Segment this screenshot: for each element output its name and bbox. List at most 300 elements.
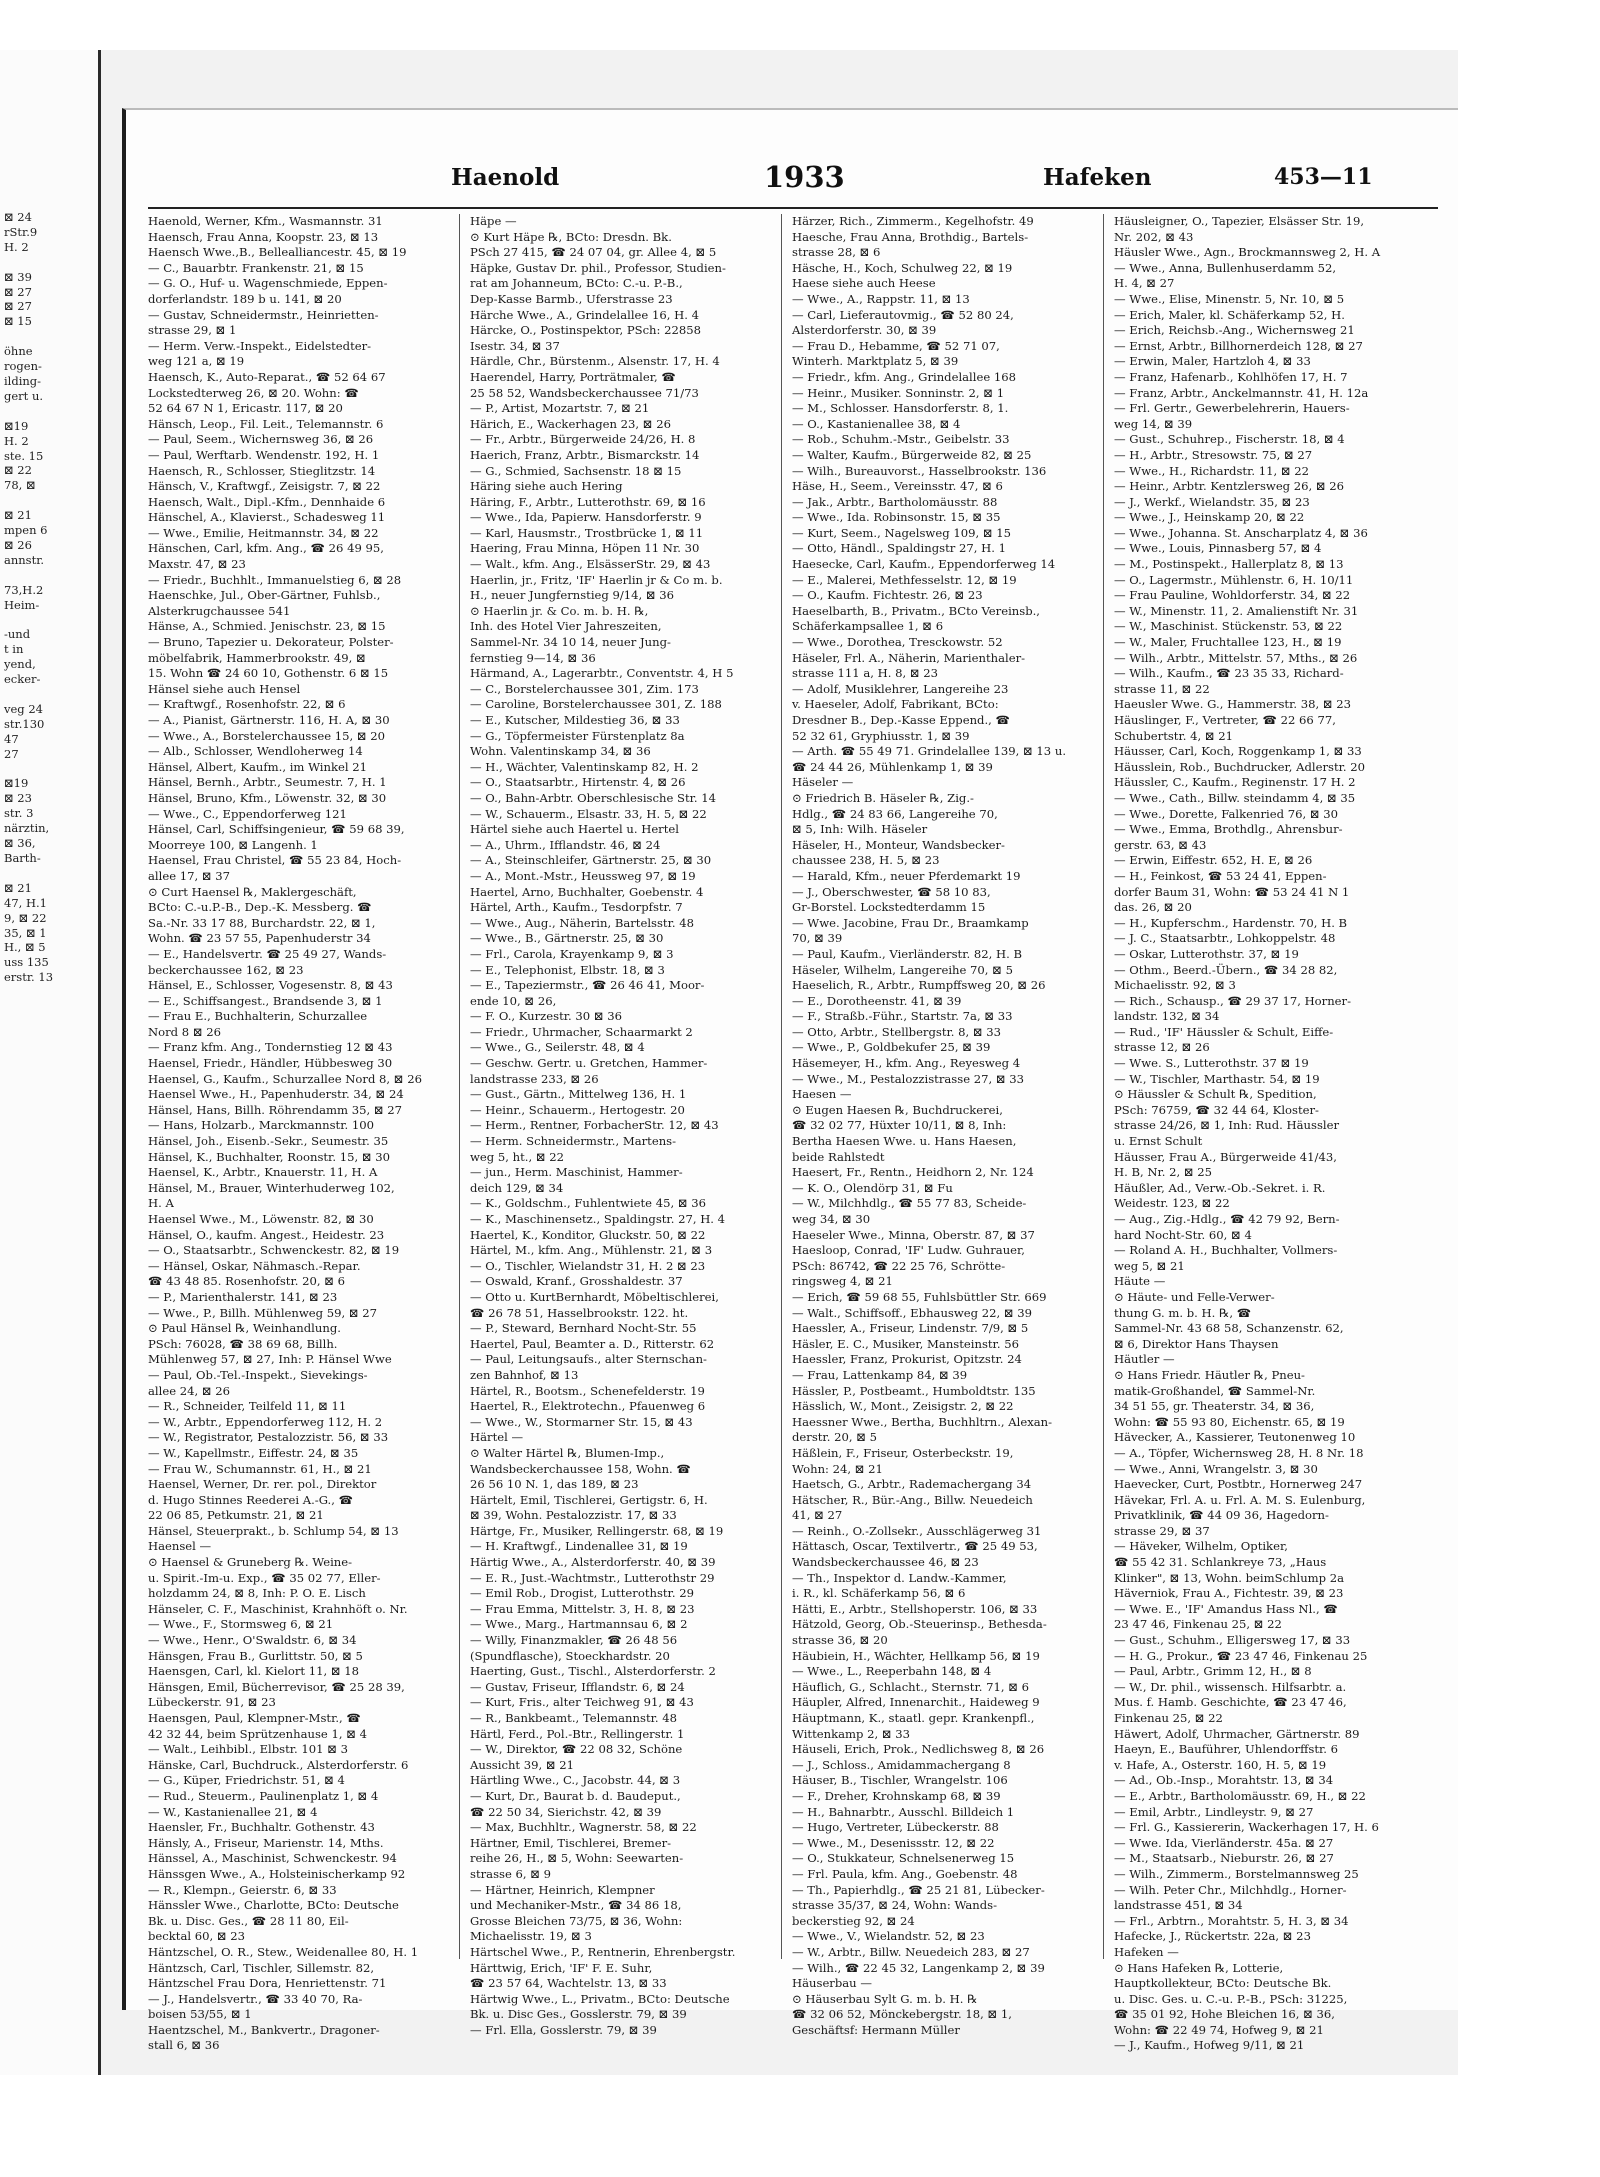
directory-entry-line: — Friedr., kfm. Ang., Grindelallee 168 [792,369,1017,384]
directory-entry-line: Haensel, Friedr., Händler, Hübbesweg 30 [148,1056,393,1071]
directory-entry-line: ⊙ Häuserbau Sylt G. m. b. H. ℞ [792,1991,978,2006]
directory-entry-line: — H. Kraftwgf., Lindenallee 31, ⊠ 19 [470,1539,688,1554]
directory-entry-line: becktal 60, ⊠ 23 [148,1929,246,1944]
directory-entry-line: Hävecker, A., Kassierer, Teutonenweg 10 [1114,1430,1356,1445]
directory-entry-line: u. Disc. Ges. u. C.-u. P.-B., PSch: 31225, [1114,1991,1348,2006]
directory-entry-line: Häuserbau — [792,1976,872,1991]
directory-entry-line: — Th., Papierhdlg., ☎ 25 21 81, Lübecker- [792,1882,1045,1897]
directory-entry-line: Bk. u. Disc Ges., Gosslerstr. 79, ⊠ 39 [470,2007,687,2022]
directory-entry-line: Häupler, Alfred, Innenarchit., Haideweg 9 [792,1695,1040,1710]
directory-entry-line: Alsterkrugchaussee 541 [148,603,291,618]
directory-entry-line: — Heinr., Arbtr. Kentzlersweg 26, ⊠ 26 [1114,479,1345,494]
directory-entry-line: Härmand, A., Lagerarbtr., Conventstr. 4, H 5 [470,666,734,681]
directory-entry-line: Lockstedterweg 26, ⊠ 20. Wohn: ☎ [148,385,359,400]
directory-entry-line: Häussler, C., Kaufm., Reginenstr. 17 H. 2 [1114,775,1356,790]
directory-entry-line: — G., Küper, Friedrichstr. 51, ⊠ 4 [148,1773,345,1788]
directory-entry-line: 25 58 52, Wandsbeckerchaussee 71/73 [470,385,699,400]
directory-entry-line: — A., Töpfer, Wichernsweg 28, H. 8 Nr. 18 [1114,1445,1364,1460]
directory-entry-line: Haessler, A., Friseur, Lindenstr. 7/9, ⊠ 5 [792,1321,1029,1336]
directory-entry-line: PSch: 76028, ☎ 38 69 68, Billh. [148,1336,338,1351]
directory-entry-line: Hänsel, K., Buchhalter, Roonstr. 15, ⊠ 30 [148,1149,390,1164]
entry-column-1 [148,214,448,2053]
directory-entry-line: — W., Registrator, Pestalozzistr. 56, ⊠ 33 [148,1430,389,1445]
directory-entry-line: ☎ 43 48 85. Rosenhofstr. 20, ⊠ 6 [148,1274,345,1289]
directory-entry-line: — Franz, Hafenarb., Kohlhöfen 17, H. 7 [1114,369,1348,384]
directory-entry-line: — Gustav, Schneidermstr., Heinrietten- [148,307,379,322]
directory-entry-line: ⊙ Curt Haensel ℞, Maklergeschäft, [148,884,357,899]
directory-entry-line: Klinker", ⊠ 13, Wohn. beimSchlump 2a [1114,1570,1345,1585]
directory-entry-line: boisen 53/55, ⊠ 1 [148,2007,252,2022]
page-number: 453—11 [1274,164,1373,190]
directory-entry-line: Moorreye 100, ⊠ Langenh. 1 [148,837,318,852]
directory-entry-line: 52 64 67 N 1, Ericastr. 117, ⊠ 20 [148,401,343,416]
directory-entry-line: — P., Marienthalerstr. 141, ⊠ 23 [148,1289,338,1304]
directory-entry-line: ⊙ Walter Härtel ℞, Blumen-Imp., [470,1445,665,1460]
directory-entry-line: — Aug., Zig.-Hdlg., ☎ 42 79 92, Bern- [1114,1212,1340,1226]
directory-entry-line: Härzer, Rich., Zimmerm., Kegelhofstr. 49 [792,214,1034,228]
directory-entry-line: H. 4, ⊠ 27 [1114,276,1175,291]
directory-entry-line: ⊙ Hans Friedr. Häutler ℞, Pneu- [1114,1367,1305,1382]
directory-entry-line: — W., Minenstr. 11, 2. Amalienstift Nr. 31 [1114,603,1359,618]
directory-entry-line: — Alb., Schlosser, Wendloherweg 14 [148,744,363,759]
directory-entry-line: — Wwe., B., Gärtnerstr. 25, ⊠ 30 [470,931,664,946]
directory-entry-line: — Wwe., Anni, Wrangelstr. 3, ⊠ 30 [1114,1461,1318,1476]
directory-entry-line: — O., Kaufm. Fichtestr. 26, ⊠ 23 [792,588,983,603]
directory-entry-line: Häse, H., Seem., Vereinsstr. 47, ⊠ 6 [792,479,1003,494]
directory-entry-line: — Emil Rob., Drogist, Lutterothstr. 29 [470,1586,694,1601]
directory-entry-line: — Wwe., Emma, Brothdlg., Ahrensbur- [1114,822,1343,837]
directory-entry-line: — Wwe., C., Eppendorferweg 121 [148,806,347,821]
directory-entry-line: — F., Straßb.-Führ., Startstr. 7a, ⊠ 33 [792,1009,1013,1024]
directory-entry-line: — Geschw. Gertr. u. Gretchen, Hammer- [470,1056,708,1071]
directory-entry-line: — Wilh., Arbtr., Mittelstr. 57, Mths., ⊠ 26 [1114,650,1358,665]
directory-entry-line: Härtl, Ferd., Pol.-Btr., Rellingerstr. 1 [470,1726,685,1741]
directory-entry-line: 34 51 55, gr. Theaterstr. 34, ⊠ 36, [1114,1399,1315,1414]
directory-entry-line: — O., Lagermstr., Mühlenstr. 6, H. 10/11 [1114,572,1354,587]
directory-entry-line: landstrasse 451, ⊠ 34 [1114,1898,1243,1913]
directory-entry-line: — Otto u. KurtBernhardt, Möbeltischlerei, [470,1289,719,1304]
directory-entry-line: BCto: C.-u.P.-B., Dep.-K. Messberg. ☎ [148,900,372,915]
directory-entry-line: Haessler, Franz, Prokurist, Opitzstr. 24 [792,1352,1022,1367]
directory-entry-line: — P., Steward, Bernhard Nocht-Str. 55 [470,1321,697,1336]
directory-entry-line: Haensel, G., Kaufm., Schurzallee Nord 8, ⊠ 26 [148,1071,422,1086]
directory-entry-line: Hafecke, J., Rückertstr. 22a, ⊠ 23 [1114,1929,1311,1944]
directory-entry-line: Haeselbarth, B., Privatm., BCto Vereinsb., [792,603,1040,618]
directory-entry-line: Haerlin, jr., Fritz, 'IF' Haerlin jr & Co m. b. [470,572,723,587]
directory-entry-line: Häverniok, Frau A., Fichtestr. 39, ⊠ 23 [1114,1586,1344,1601]
directory-entry-line: — Paul, Leitungsaufs., alter Sternschan- [470,1352,707,1367]
directory-entry-line: Haeusler Wwe. G., Hammerstr. 38, ⊠ 23 [1114,697,1352,712]
directory-entry-line: ⊙ Hans Hafeken ℞, Lotterie, [1114,1960,1284,1975]
directory-entry-line: Hänssler Wwe., Charlotte, BCto: Deutsche [148,1898,399,1913]
directory-entry-line: — Ernst, Arbtr., Billhornerdeich 128, ⊠ 27 [1114,338,1363,353]
directory-entry-line: Haenschke, Jul., Ober-Gärtner, Fuhlsb., [148,588,381,603]
directory-entry-line: — W., Arbtr., Billw. Neuedeich 283, ⊠ 27 [792,1944,1030,1959]
directory-entry-line: Häusleigner, O., Tapezier, Elsässer Str. 19, [1114,214,1365,228]
directory-entry-line: Dep-Kasse Barmb., Uferstrasse 23 [470,291,673,306]
directory-entry-line: — W., Milchhdlg., ☎ 55 77 83, Scheide- [792,1196,1027,1211]
directory-entry-line: — Erwin, Maler, Hartzloh 4, ⊠ 33 [1114,354,1311,369]
directory-entry-line: — Arth. ☎ 55 49 71. Grindelallee 139, ⊠ 13 u. [792,744,1067,759]
directory-entry-line: Haesche, Frau Anna, Brothdig., Bartels- [792,229,1029,244]
directory-entry-line: Bertha Haesen Wwe. u. Hans Haesen, [792,1134,1017,1149]
directory-entry-line: Hätscher, R., Bür.-Ang., Billw. Neuedeich [792,1492,1033,1507]
directory-entry-line: Haeseler Wwe., Minna, Oberstr. 87, ⊠ 37 [792,1227,1035,1242]
directory-entry-line: ⊙ Eugen Haesen ℞, Buchdruckerei, [792,1102,1003,1117]
directory-entry-line: — H., Arbtr., Stresowstr. 75, ⊠ 27 [1114,447,1313,462]
directory-entry-line: — M., Schlosser. Hansdorferstr. 8, 1. [792,401,1009,416]
directory-entry-line: — O., Kastanienallee 38, ⊠ 4 [792,416,961,431]
directory-entry-line: Hänssgen Wwe., A., Holsteinischerkamp 92 [148,1866,406,1881]
directory-entry-line: — G., Schmied, Sachsenstr. 18 ⊠ 15 [470,463,682,478]
directory-entry-line: Hänschel, A., Klavierst., Schadesweg 11 [148,510,386,525]
directory-entry-line: — Wwe., Ida, Papierw. Hansdorferstr. 9 [470,510,702,525]
directory-entry-line: — J., Oberschwester, ☎ 58 10 83, [792,884,991,899]
directory-entry-line: — Wwe., L., Reeperbahn 148, ⊠ 4 [792,1664,992,1679]
directory-entry-line: — Heinr., Musiker. Sonninstr. 2, ⊠ 1 [792,385,1005,400]
directory-entry-line: Häpe — [470,214,517,228]
directory-entry-line: Haetsch, G., Arbtr., Rademachergang 34 [792,1477,1032,1492]
directory-entry-line: H., neuer Jungfernstieg 9/14, ⊠ 36 [470,588,675,603]
directory-entry-line: — H. G., Prokur., ☎ 23 47 46, Finkenau 25 [1114,1648,1368,1663]
directory-entry-line: — W., Arbtr., Eppendorferweg 112, H. 2 [148,1414,383,1429]
directory-entry-line: 22 06 85, Petkumstr. 21, ⊠ 21 [148,1508,324,1523]
directory-entry-line: — Frl. Paula, kfm. Ang., Goebenstr. 48 [792,1866,1018,1881]
directory-entry-line: — Friedr., Buchhlt., Immanuelstieg 6, ⊠ 28 [148,572,402,587]
directory-entry-line: Michaelisstr. 92, ⊠ 3 [1114,978,1236,993]
directory-entry-line: Härtelt, Emil, Tischlerei, Gertigstr. 6, H. [470,1492,708,1507]
directory-entry-line: Hänsel, Bruno, Kfm., Löwenstr. 32, ⊠ 30 [148,790,387,805]
directory-entry-line: Härtling Wwe., C., Jacobstr. 44, ⊠ 3 [470,1773,681,1788]
directory-entry-line: thung G. m. b. H. ℞, ☎ [1114,1305,1252,1320]
directory-entry-line: — Frau, Lattenkamp 84, ⊠ 39 [792,1367,968,1382]
header-year: 1933 [764,160,845,194]
directory-entry-line: — Th., Inspektor d. Landw.-Kammer, [792,1570,1007,1585]
directory-entry-line: — Paul, Ob.-Tel.-Inspekt., Sievekings- [148,1367,368,1382]
directory-entry-line: — Frl. G., Kassiererin, Wackerhagen 17, H. 6 [1114,1820,1379,1835]
directory-entry-line: Sa.-Nr. 33 17 88, Burchardstr. 22, ⊠ 1, [148,915,376,930]
directory-entry-line: — Gust., Schuhm., Elligersweg 17, ⊠ 33 [1114,1633,1351,1648]
directory-entry-line: Häseler, Wilhelm, Langereihe 70, ⊠ 5 [792,962,1013,977]
directory-entry-line: ☎ 22 50 34, Sierichstr. 42, ⊠ 39 [470,1804,662,1819]
directory-entry-line: Hättasch, Oscar, Textilvertr., ☎ 25 49 53, [792,1539,1038,1554]
directory-entry-line: — Herm. Verw.-Inspekt., Eidelstedter- [148,338,372,353]
directory-entry-line: Hänsel, E., Schlosser, Vogesenstr. 8, ⊠ 43 [148,978,393,993]
directory-entry-line: — W., Direktor, ☎ 22 08 32, Schöne [470,1742,683,1757]
directory-entry-line: — F. O., Kurzestr. 30 ⊠ 36 [470,1009,622,1024]
directory-entry-line: — E., Schiffsangest., Brandsende 3, ⊠ 1 [148,993,383,1008]
directory-entry-line: 52 32 61, Gryphiusstr. 1, ⊠ 39 [792,728,970,743]
directory-entry-line: — Wwe., A., Borstelerchaussee 15, ⊠ 20 [148,728,386,743]
directory-entry-line: — Wwe., Cath., Billw. steindamm 4, ⊠ 35 [1114,790,1356,805]
column-divider [459,214,460,1959]
directory-entry-line: — Wilh. Peter Chr., Milchhdlg., Horner- [1114,1882,1347,1897]
directory-entry-line: — Wwe., G., Seilerstr. 48, ⊠ 4 [470,1040,645,1055]
directory-entry-line: Haensch Wwe.,B., Bellealliancestr. 45, ⊠ 19 [148,245,407,260]
directory-entry-line: Haertel, R., Elektrotechn., Pfauenweg 6 [470,1399,706,1414]
directory-entry-line: — Wwe., V., Wielandstr. 52, ⊠ 23 [792,1929,985,1944]
directory-entry-line: Haevecker, Curt, Postbtr., Hornerweg 247 [1114,1477,1363,1492]
directory-entry-line: Haensch, K., Auto-Reparat., ☎ 52 64 67 [148,369,386,384]
entry-column-4 [1114,214,1414,2053]
directory-entry-line: — Emil, Arbtr., Lindleystr. 9, ⊠ 27 [1114,1804,1314,1819]
directory-entry-line: — H., Feinkost, ☎ 53 24 41, Eppen- [1114,868,1327,883]
directory-entry-line: landstr. 132, ⊠ 34 [1114,1009,1220,1024]
directory-entry-line: — Othm., Beerd.-Übern., ☎ 34 28 82, [1114,962,1338,977]
directory-entry-line: weg 14, ⊠ 39 [1114,416,1193,431]
directory-entry-line: — A., Pianist, Gärtnerstr. 116, H. A, ⊠ 30 [148,713,390,727]
directory-entry-line: u. Spirit.-Im-u. Exp., ☎ 35 02 77, Eller- [148,1570,381,1585]
directory-entry-line: — Wwe., Dorothea, Tresckowstr. 52 [792,635,1003,650]
directory-entry-line: Häßlein, F., Friseur, Osterbeckstr. 19, [792,1445,1014,1460]
directory-entry-line: ⊠ 5, Inh: Wilh. Häseler [792,822,928,837]
directory-entry-line: — J., Kaufm., Hofweg 9/11, ⊠ 21 [1114,2038,1305,2053]
directory-entry-line: Geschäftsf: Hermann Müller [792,2022,960,2037]
directory-entry-line: Haensch, Walt., Dipl.-Kfm., Dennhaide 6 [148,494,386,509]
directory-entry-line: — Walt., Schiffsoff., Ebhausweg 22, ⊠ 39 [792,1305,1033,1320]
column-divider [1103,214,1104,1959]
directory-entry-line: — Walter, Kaufm., Bürgerweide 82, ⊠ 25 [792,447,1032,462]
directory-entry-line: ⊙ Haerlin jr. & Co. m. b. H. ℞, [470,603,649,618]
directory-entry-line: Häseler, H., Monteur, Wandsbecker- [792,837,1005,852]
directory-entry-line: 70, ⊠ 39 [792,931,843,946]
directory-entry-line: ☎ 32 06 52, Mönckebergstr. 18, ⊠ 1, [792,2007,1012,2022]
directory-entry-line: Häpke, Gustav Dr. phil., Professor, Studien- [470,260,726,275]
directory-entry-line: — Herm., Rentner, ForbacherStr. 12, ⊠ 43 [470,1118,719,1133]
directory-entry-line: Härtel, R., Bootsm., Schenefelderstr. 19 [470,1383,705,1398]
directory-entry-line: — Wwe., Louis, Pinnasberg 57, ⊠ 4 [1114,541,1322,556]
directory-entry-line: v. Haeseler, Adolf, Fabrikant, BCto: [792,697,999,712]
directory-entry-line: — Wwe. Ida, Vierländerstr. 45a. ⊠ 27 [1114,1835,1334,1850]
directory-entry-line: ⊙ Häussler & Schult ℞, Spedition, [1114,1087,1317,1102]
directory-entry-line: — O., Staatsarbtr., Schwenckestr. 82, ⊠ 19 [148,1243,400,1258]
directory-entry-line: Hässlich, W., Mont., Zeisigstr. 2, ⊠ 22 [792,1399,1014,1414]
directory-entry-line: Hänsly, A., Friseur, Marienstr. 14, Mths. [148,1835,384,1850]
directory-entry-line: Härttwig, Erich, 'IF' F. E. Suhr, [470,1960,653,1975]
directory-entry-line: fernstieg 9—14, ⊠ 36 [470,650,596,665]
directory-entry-line: — Hugo, Vertreter, Lübeckerstr. 88 [792,1820,999,1835]
directory-entry-line: weg 5, ⊠ 21 [1114,1258,1185,1273]
directory-entry-line: — Erich, Maler, kl. Schäferkamp 52, H. [1114,307,1345,322]
directory-entry-line: Haentzschel, M., Bankvertr., Dragoner- [148,2022,380,2037]
directory-entry-line: — O., Tischler, Wielandstr 31, H. 2 ⊠ 23 [470,1258,706,1273]
directory-entry-line: — Friedr., Uhrmacher, Schaarmarkt 2 [470,1024,693,1039]
directory-entry-line: Haensgen, Paul, Klempner-Mstr., ☎ [148,1711,361,1725]
directory-entry-line: Haertel, Arno, Buchhalter, Goebenstr. 4 [470,884,704,899]
directory-entry-line: Haensler, Fr., Buchhaltr. Gothenstr. 43 [148,1820,375,1835]
directory-entry-line: — Kurt, Seem., Nagelsweg 109, ⊠ 15 [792,525,1011,540]
directory-entry-line: strasse 29, ⊠ 1 [148,323,237,338]
directory-entry-line: Hänsch, V., Kraftwgf., Zeisigstr. 7, ⊠ 22 [148,479,381,494]
directory-entry-line: ende 10, ⊠ 26, [470,993,557,1008]
directory-entry-line: Hänsel, Joh., Eisenb.-Sekr., Seumestr. 35 [148,1134,389,1149]
directory-entry-line: — Hänsel, Oskar, Nähmasch.-Repar. [148,1258,361,1273]
directory-entry-line: ⊠ 6, Direktor Hans Thaysen [1114,1336,1279,1351]
directory-entry-line: Häute — [1114,1274,1166,1289]
directory-entry-line: ☎ 26 78 51, Hasselbrookstr. 122. ht. [470,1305,689,1320]
directory-entry-line: ⊙ Kurt Häpe ℞, BCto: Dresdn. Bk. [470,229,672,244]
directory-entry-line: Hätzold, Georg, Ob.-Steuerinsp., Bethesda- [792,1617,1047,1632]
directory-entry-line: Bk. u. Disc. Ges., ☎ 28 11 80, Eil- [148,1913,349,1928]
directory-entry-line: Mus. f. Hamb. Geschichte, ☎ 23 47 46, [1114,1695,1347,1710]
directory-entry-line: — W., Maler, Fruchtallee 123, H., ⊠ 19 [1114,635,1342,650]
directory-entry-line: Hänsgen, Frau B., Gurlittstr. 50, ⊠ 5 [148,1648,363,1663]
directory-entry-line: — P., Artist, Mozartstr. 7, ⊠ 21 [470,401,650,416]
directory-entry-line: Mühlenweg 57, ⊠ 27, Inh: P. Hänsel Wwe [148,1352,392,1367]
directory-entry-line: ⊙ Häute- und Felle-Verwer- [1114,1289,1275,1304]
directory-entry-line: — Wwe., Ida. Robinsonstr. 15, ⊠ 35 [792,510,1001,525]
directory-entry-line: — Wwe., Elise, Minenstr. 5, Nr. 10, ⊠ 5 [1114,291,1345,306]
directory-entry-line: u. Ernst Schult [1114,1134,1203,1149]
directory-entry-line: — Franz kfm. Ang., Tondernstieg 12 ⊠ 43 [148,1040,393,1055]
directory-entry-line: Häseler — [792,775,854,790]
directory-entry-line: Wandsbeckerchaussee 158, Wohn. ☎ [470,1461,691,1476]
directory-entry-line: Isestr. 34, ⊠ 37 [470,338,560,353]
directory-entry-line: Häusser, Frau A., Bürgerweide 41/43, [1114,1149,1337,1164]
directory-entry-line: — Paul, Werftarb. Wendenstr. 192, H. 1 [148,447,380,462]
directory-entry-line: möbelfabrik, Hammerbrookstr. 49, ⊠ [148,650,366,665]
directory-entry-line: Hänschen, Carl, kfm. Ang., ☎ 26 49 95, [148,541,384,556]
directory-entry-line: — Frl. Ella, Gosslerstr. 79, ⊠ 39 [470,2022,657,2037]
directory-entry-line: beckerstieg 92, ⊠ 24 [792,1913,915,1928]
directory-entry-line: — Frau E., Buchhalterin, Schurzallee [148,1009,368,1024]
directory-entry-line: — A., Uhrm., Ifflandstr. 46, ⊠ 24 [470,837,661,852]
directory-entry-line: — Max, Buchhltr., Wagnerstr. 58, ⊠ 22 [470,1820,697,1835]
directory-entry-line: hard Nocht-Str. 60, ⊠ 4 [1114,1227,1252,1242]
directory-entry-line: Hänsel siehe auch Hensel [148,681,301,696]
directory-entry-line: (Spundflasche), Stoeckhardstr. 20 [470,1648,670,1663]
directory-entry-line: matik-Großhandel, ☎ Sammel-Nr. [1114,1383,1316,1398]
directory-entry-line: Härtwig Wwe., L., Privatm., BCto: Deutsche [470,1991,730,2006]
directory-entry-line: Haensch, R., Schlosser, Stieglitzstr. 14 [148,463,376,478]
directory-entry-line: Gr-Borstel. Lockstedterdamm 15 [792,900,986,915]
entry-column-2 [470,214,770,2037]
directory-entry-line: landstrasse 233, ⊠ 26 [470,1071,599,1086]
directory-entry-line: 23 47 46, Finkenau 25, ⊠ 22 [1114,1617,1282,1632]
directory-entry-line: strasse 111 a, H. 8, ⊠ 23 [792,666,938,681]
directory-entry-line: — W., Schauerm., Elsastr. 33, H. 5, ⊠ 22 [470,806,707,821]
directory-entry-line: — Wwe., Johanna. St. Anscharplatz 4, ⊠ 36 [1114,525,1368,540]
directory-entry-line: strasse 28, ⊠ 6 [792,245,881,260]
directory-entry-line: — Wwe., Marg., Hartmannsau 6, ⊠ 2 [470,1617,688,1632]
directory-entry-line: Häusler Wwe., Agn., Brockmannsweg 2, H. A [1114,245,1381,260]
directory-entry-line: Wohn. ☎ 23 57 55, Papenhuderstr 34 [148,931,371,946]
directory-entry-line: Haese siehe auch Heese [792,276,936,291]
directory-entry-line: — Gust., Schuhrep., Fischerstr. 18, ⊠ 4 [1114,432,1345,447]
directory-entry-line: — Wwe., A., Rappstr. 11, ⊠ 13 [792,291,970,306]
header-rule [148,207,1438,209]
directory-entry-line: Wohn: ☎ 55 93 80, Eichenstr. 65, ⊠ 19 [1114,1414,1345,1429]
directory-entry-line: Winterh. Marktplatz 5, ⊠ 39 [792,354,959,369]
directory-entry-line: — Gust., Gärtn., Mittelweg 136, H. 1 [470,1087,687,1102]
directory-entry-line: — Kraftwgf., Rosenhofstr. 22, ⊠ 6 [148,697,346,712]
directory-entry-line: Häuser, B., Tischler, Wrangelstr. 106 [792,1773,1008,1788]
directory-entry-line: v. Hafe, A., Osterstr. 160, H. 5, ⊠ 19 [1114,1757,1327,1772]
directory-entry-line: Hänsel, O., kaufm. Angest., Heidestr. 23 [148,1227,385,1242]
directory-entry-line: Haerendel, Harry, Porträtmaler, ☎ [470,369,676,384]
directory-entry-line: Häuslinger, F., Vertreter, ☎ 22 66 77, [1114,713,1336,727]
directory-entry-line: — Erich, ☎ 59 68 55, Fuhlsbüttler Str. 669 [792,1289,1047,1304]
directory-entry-line: Häsche, H., Koch, Schulweg 22, ⊠ 19 [792,260,1013,275]
directory-entry-line: 41, ⊠ 27 [792,1508,843,1523]
directory-entry-line: — R., Klempn., Geierstr. 6, ⊠ 33 [148,1882,337,1897]
directory-entry-line: allee 24, ⊠ 26 [148,1383,231,1398]
directory-entry-line: Haesen — [792,1087,852,1102]
directory-entry-line: — Wwe. E., 'IF' Amandus Hass Nl., ☎ [1114,1601,1338,1616]
directory-entry-line: — C., Bauarbtr. Frankenstr. 21, ⊠ 15 [148,260,364,275]
directory-entry-line: Häutler — [1114,1352,1175,1367]
previous-page-strip [0,50,101,2075]
directory-entry-line: — Caroline, Borstelerchaussee 301, Z. 188 [470,697,722,712]
directory-entry-line: — Reinh., O.-Zollsekr., Ausschlägerweg 31 [792,1523,1042,1538]
directory-entry-line: — Adolf, Musiklehrer, Langereihe 23 [792,681,1009,696]
directory-entry-line: — Häveker, Wilhelm, Optiker, [1114,1539,1288,1554]
directory-entry-line: — Harald, Kfm., neuer Pferdemarkt 19 [792,868,1021,883]
directory-entry-line: Häuflich, G., Schlacht., Sternstr. 71, ⊠ 6 [792,1679,1029,1694]
directory-entry-line: Härtel — [470,1430,524,1445]
directory-entry-line: — E., Handelsvertr. ☎ 25 49 27, Wands- [148,946,387,961]
directory-entry-line: Lübeckerstr. 91, ⊠ 23 [148,1695,276,1710]
directory-entry-line: allee 17, ⊠ 37 [148,868,231,883]
directory-entry-line: Hafeken — [1114,1944,1179,1959]
directory-entry-line: Hänsel, Hans, Billh. Röhrendamm 35, ⊠ 27 [148,1102,402,1117]
directory-entry-line: weg 121 a, ⊠ 19 [148,354,245,369]
directory-entry-line: — K. O., Olendörp 31, ⊠ Fu [792,1180,953,1195]
directory-entry-line: — Roland A. H., Buchhalter, Vollmers- [1114,1243,1338,1258]
directory-entry-line: derstr. 20, ⊠ 5 [792,1430,877,1445]
directory-entry-line: Aussicht 39, ⊠ 21 [470,1757,575,1772]
directory-entry-line: dorferlandstr. 189 b u. 141, ⊠ 20 [148,291,342,306]
directory-entry-line: — Jak., Arbtr., Bartholomäusstr. 88 [792,494,998,509]
right-margin [1458,50,1600,2075]
directory-entry-line: — O., Stukkateur, Schnelsenerweg 15 [792,1851,1015,1866]
directory-entry-line: Haenold, Werner, Kfm., Wasmannstr. 31 [148,214,383,228]
directory-entry-line: Schäferkampsallee 1, ⊠ 6 [792,619,944,634]
directory-entry-line: Hänsch, Leop., Fil. Leit., Telemannstr. 6 [148,416,384,431]
directory-entry-line: — Rud., Steuerm., Paulinenplatz 1, ⊠ 4 [148,1788,379,1803]
directory-entry-line: Häntzsch, Carl, Tischler, Sillemstr. 82, [148,1960,375,1975]
directory-entry-line: — Wwe., J., Heinskamp 20, ⊠ 22 [1114,510,1305,525]
directory-entry-line: — E. R., Just.-Wachtmstr., Lutterothstr 29 [470,1570,715,1585]
directory-entry-line: Haensch, Frau Anna, Koopstr. 23, ⊠ 13 [148,229,379,244]
directory-entry-line: Hässler, P., Postbeamt., Humboldtstr. 135 [792,1383,1036,1398]
directory-entry-line: Häseler, Frl. A., Näherin, Marienthaler- [792,650,1026,665]
directory-entry-line: — Walt., kfm. Ang., ElsässerStr. 29, ⊠ 43 [470,557,711,572]
directory-entry-line: — Otto, Arbtr., Stellbergstr. 8, ⊠ 33 [792,1024,1002,1039]
directory-entry-line: deich 129, ⊠ 34 [470,1180,564,1195]
directory-entry-line: Haertel, K., Konditor, Gluckstr. 50, ⊠ 22 [470,1227,706,1242]
header-first-name: Haenold [451,164,560,191]
directory-entry-line: — Kurt, Fris., alter Teichweg 91, ⊠ 43 [470,1695,694,1710]
directory-entry-line: — Wilh., Zimmerm., Borstelmannsweg 25 [1114,1866,1359,1881]
directory-entry-line: Schubertstr. 4, ⊠ 21 [1114,728,1233,743]
directory-entry-line: — H., Bahnarbtr., Ausschl. Billdeich 1 [792,1804,1015,1819]
directory-entry-line: — Rud., 'IF' Häussler & Schult, Eiffe- [1114,1024,1334,1039]
directory-entry-line: — Wwe., W., Stormarner Str. 15, ⊠ 43 [470,1414,693,1429]
directory-entry-line: — Karl, Hausmstr., Trostbrücke 1, ⊠ 11 [470,525,704,540]
directory-entry-line: Haensel, K., Arbtr., Knauerstr. 11, H. A [148,1165,378,1180]
directory-entry-line: — Frl., Arbtrn., Morahtstr. 5, H. 3, ⊠ 34 [1114,1913,1349,1928]
directory-entry-line: — W., Kastanienallee 21, ⊠ 4 [148,1804,318,1819]
directory-entry-line: Maxstr. 47, ⊠ 23 [148,557,246,572]
directory-entry-line: 26 56 10 N. 1, das 189, ⊠ 23 [470,1477,639,1492]
entry-column-3 [792,214,1092,2037]
directory-entry-line: H. A [148,1196,174,1211]
directory-entry-line: — J., Werkf., Wielandstr. 35, ⊠ 23 [1114,494,1310,509]
directory-entry-line: Privatklinik, ☎ 44 09 36, Hagedorn- [1114,1508,1329,1523]
directory-entry-line: Wohn: 24, ⊠ 21 [792,1461,883,1476]
directory-entry-line: — J. C., Staatsarbtr., Lohkoppelstr. 48 [1114,931,1336,946]
